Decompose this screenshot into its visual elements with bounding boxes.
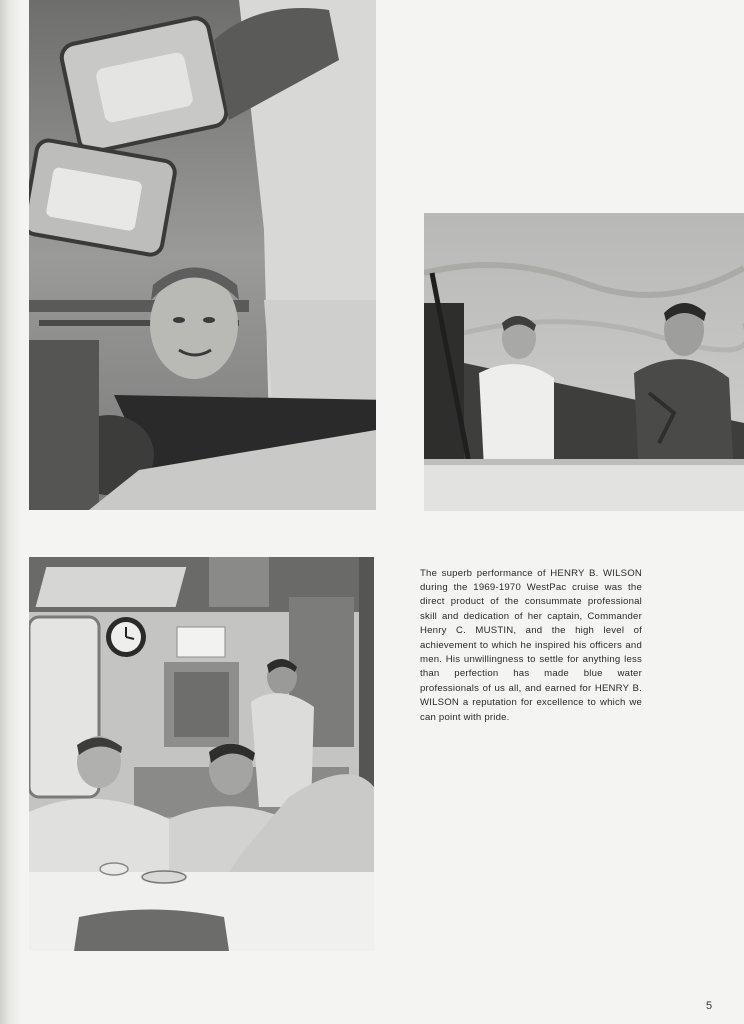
page-gutter-shadow — [0, 0, 22, 1024]
photo-officers-on-deck — [424, 213, 744, 511]
page-number: 5 — [706, 1000, 713, 1012]
photo-wardroom-dining — [29, 557, 374, 951]
photo-officer-on-bridge — [29, 0, 376, 510]
caption-text: The superb performance of HENRY B. WILSON during the 1969-1970 WestPac cruise was the direct product of the consummate professional skill and dedication of her captain, Commander Henry C. MUSTIN, and the high level of achievement to which he inspired his officers and men. His unwillingness to settle for anything less than perfection has made blue water professionals of us all, and earned for HENRY B. WILSON a reputation for excellence to which we can point with pride. — [420, 567, 642, 723]
